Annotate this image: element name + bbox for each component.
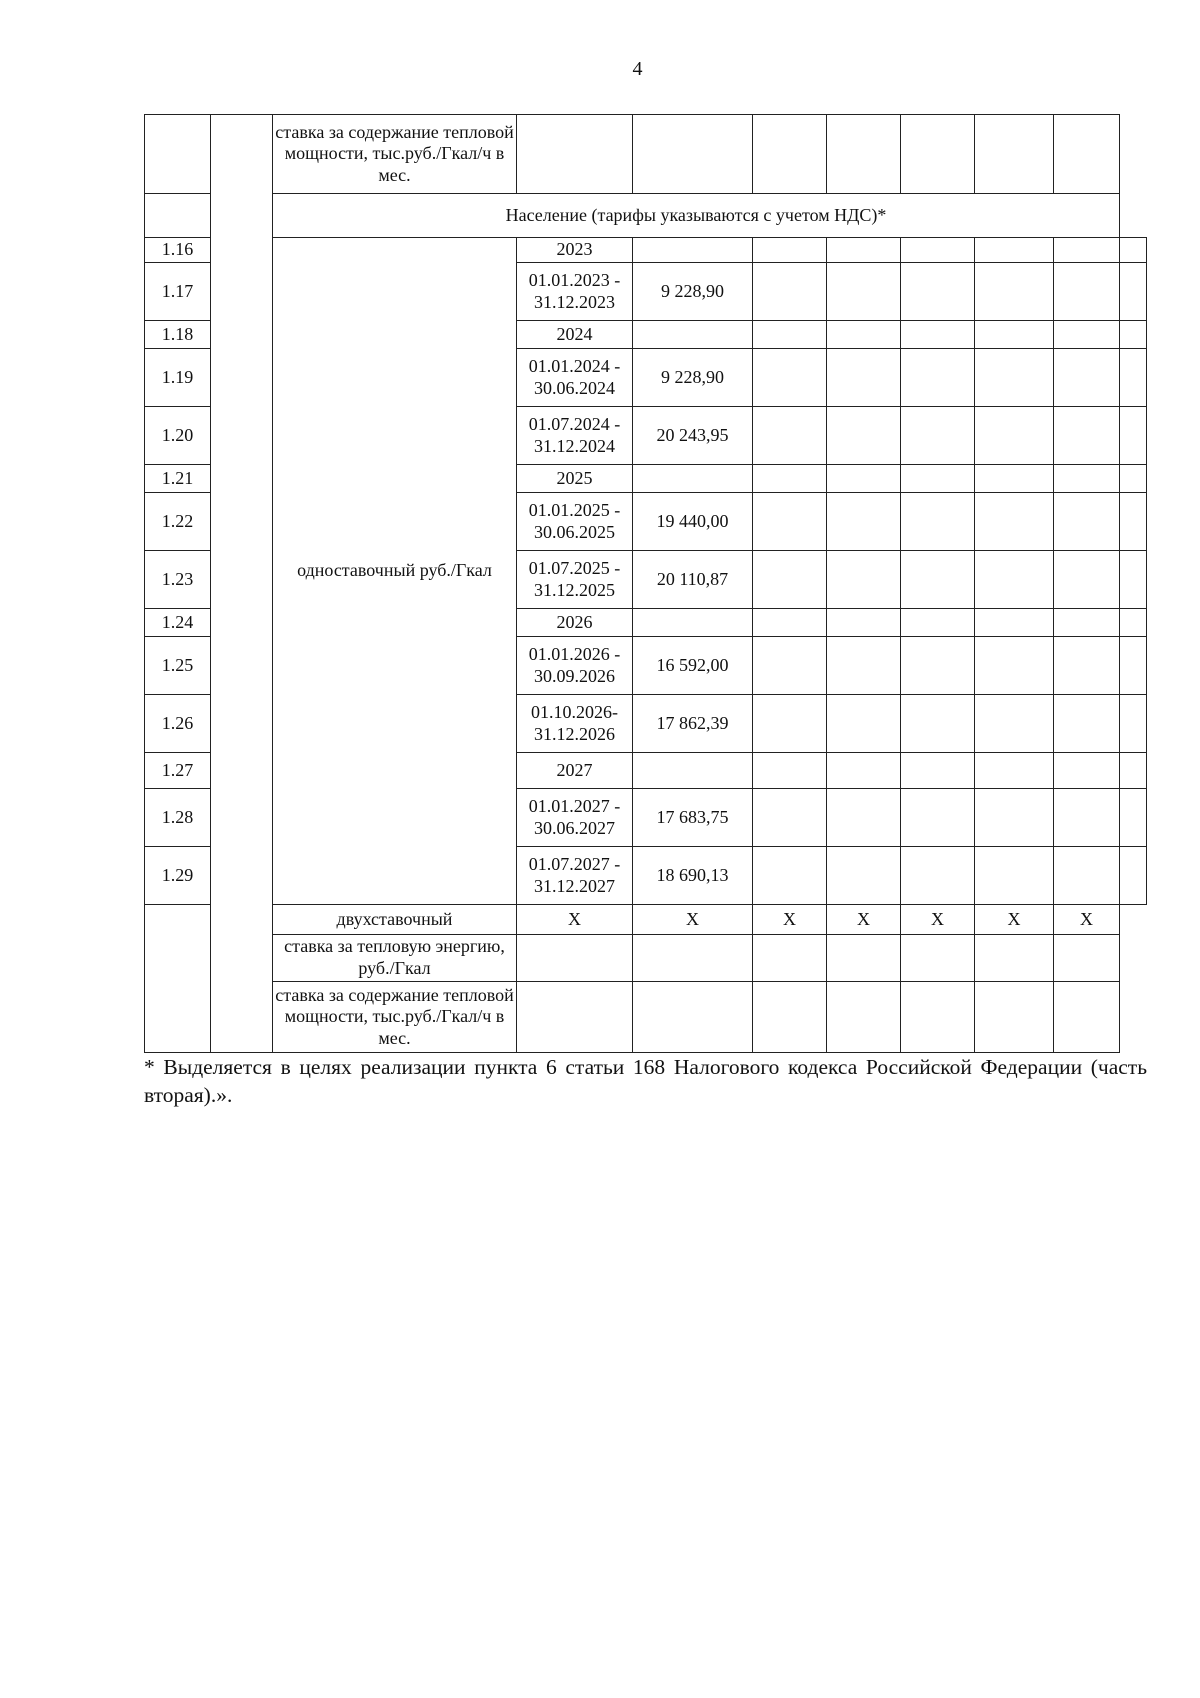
empty-cell <box>1120 637 1147 695</box>
empty-cell <box>901 637 975 695</box>
row-number: 1.28 <box>145 789 211 847</box>
empty-cell <box>827 465 901 493</box>
empty-cell <box>827 493 901 551</box>
empty-cell <box>753 465 827 493</box>
empty-cell <box>901 695 975 753</box>
empty-cell <box>753 263 827 321</box>
row-label-cell: ставка за содержание тепловой мощности, тыс.руб./Гкал/ч в мес. <box>273 115 517 194</box>
empty-cell <box>1120 789 1147 847</box>
period-cell: 01.07.2024 - 31.12.2024 <box>517 407 633 465</box>
row-number: 1.21 <box>145 465 211 493</box>
tariff-value <box>633 609 753 637</box>
empty-cell <box>1120 753 1147 789</box>
row-number: 1.16 <box>145 238 211 263</box>
period-cell: 01.01.2024 - 30.06.2024 <box>517 349 633 407</box>
empty-cell <box>827 407 901 465</box>
empty-cell <box>1120 493 1147 551</box>
empty-cell <box>827 609 901 637</box>
empty-cell <box>901 847 975 905</box>
period-cell: 2024 <box>517 321 633 349</box>
x-mark: X <box>1054 905 1120 935</box>
row-label-cell: двухставочный <box>273 905 517 935</box>
empty-cell <box>1120 465 1147 493</box>
empty-cell <box>901 493 975 551</box>
tariff-value: 20 243,95 <box>633 407 753 465</box>
empty-cell <box>975 493 1054 551</box>
empty-cell <box>1054 349 1120 407</box>
empty-cell <box>1120 847 1147 905</box>
empty-cell <box>827 789 901 847</box>
empty-cell <box>1054 789 1120 847</box>
empty-cell <box>975 789 1054 847</box>
empty-cell <box>1120 407 1147 465</box>
table-row <box>145 115 1147 194</box>
row-number: 1.19 <box>145 349 211 407</box>
tariff-value: 20 110,87 <box>633 551 753 609</box>
empty-cell <box>975 753 1054 789</box>
empty-cell <box>753 609 827 637</box>
empty-cell <box>753 349 827 407</box>
empty-cell <box>827 753 901 789</box>
empty-cell <box>827 637 901 695</box>
table-row <box>145 194 1147 238</box>
x-mark: X <box>633 905 753 935</box>
empty-cell <box>1054 263 1120 321</box>
empty-cell <box>901 407 975 465</box>
x-mark: X <box>753 905 827 935</box>
period-cell: 01.01.2027 - 30.06.2027 <box>517 789 633 847</box>
empty-cell <box>901 753 975 789</box>
empty-cell <box>1120 263 1147 321</box>
empty-cell <box>753 789 827 847</box>
empty-cell <box>1054 465 1120 493</box>
empty-cell <box>1054 695 1120 753</box>
period-cell: 01.10.2026- 31.12.2026 <box>517 695 633 753</box>
empty-cell <box>1054 609 1120 637</box>
empty-cell <box>901 263 975 321</box>
empty-cell <box>827 551 901 609</box>
empty-cell <box>1054 407 1120 465</box>
empty-cell <box>1054 493 1120 551</box>
period-cell: 01.01.2023 - 31.12.2023 <box>517 263 633 321</box>
row-number: 1.27 <box>145 753 211 789</box>
row-number: 1.17 <box>145 263 211 321</box>
row-number: 1.22 <box>145 493 211 551</box>
period-cell: 01.07.2027 - 31.12.2027 <box>517 847 633 905</box>
tariff-value <box>633 321 753 349</box>
period-cell: 2026 <box>517 609 633 637</box>
tariff-value: 19 440,00 <box>633 493 753 551</box>
empty-cell <box>975 847 1054 905</box>
empty-cell <box>975 637 1054 695</box>
empty-cell <box>1054 637 1120 695</box>
empty-cell <box>901 321 975 349</box>
row-number: 1.26 <box>145 695 211 753</box>
empty-cell <box>753 551 827 609</box>
empty-cell <box>827 349 901 407</box>
row-number: 1.24 <box>145 609 211 637</box>
row-number: 1.23 <box>145 551 211 609</box>
row-label-cell: ставка за содержание тепловой мощности, тыс.руб./Гкал/ч в мес. <box>273 982 517 1053</box>
empty-cell <box>753 238 827 263</box>
tariff-value: 17 683,75 <box>633 789 753 847</box>
row-number: 1.29 <box>145 847 211 905</box>
period-cell: 2027 <box>517 753 633 789</box>
empty-cell <box>827 263 901 321</box>
empty-cell <box>901 349 975 407</box>
empty-cell <box>1054 238 1120 263</box>
table-row <box>145 982 1147 1053</box>
x-mark: X <box>975 905 1054 935</box>
empty-cell <box>827 321 901 349</box>
period-cell: 01.07.2025 - 31.12.2025 <box>517 551 633 609</box>
tariff-value: 18 690,13 <box>633 847 753 905</box>
tariff-table <box>144 114 1147 1053</box>
row-label-cell: ставка за тепловую энергию, руб./Гкал <box>273 935 517 982</box>
empty-cell <box>1120 609 1147 637</box>
empty-cell <box>975 321 1054 349</box>
empty-cell <box>901 609 975 637</box>
row-number-cell <box>145 194 211 238</box>
empty-cell <box>1054 551 1120 609</box>
section-header: Население (тарифы указываются с учетом НДС)* <box>273 194 1120 238</box>
empty-cell <box>901 238 975 263</box>
table-row <box>145 238 1147 263</box>
empty-cell <box>753 321 827 349</box>
empty-cell <box>753 493 827 551</box>
tariff-value <box>633 465 753 493</box>
empty-cell <box>1120 238 1147 263</box>
tariff-value: 17 862,39 <box>633 695 753 753</box>
empty-cell <box>753 637 827 695</box>
x-mark: X <box>517 905 633 935</box>
empty-cell <box>753 753 827 789</box>
empty-cell <box>1054 753 1120 789</box>
x-mark: X <box>901 905 975 935</box>
row-number-cell <box>145 905 211 1053</box>
empty-cell <box>827 847 901 905</box>
row-number: 1.18 <box>145 321 211 349</box>
empty-cell <box>827 238 901 263</box>
empty-cell <box>975 609 1054 637</box>
tariff-value: 9 228,90 <box>633 349 753 407</box>
empty-cell <box>975 349 1054 407</box>
empty-cell <box>975 263 1054 321</box>
empty-cell <box>901 551 975 609</box>
empty-cell <box>1120 349 1147 407</box>
row-number: 1.20 <box>145 407 211 465</box>
table-row <box>145 935 1147 982</box>
row-number-cell <box>145 115 211 194</box>
empty-cell <box>1120 695 1147 753</box>
period-cell: 01.01.2025 - 30.06.2025 <box>517 493 633 551</box>
empty-cell <box>975 695 1054 753</box>
table-row <box>145 905 1147 935</box>
empty-cell <box>1054 321 1120 349</box>
empty-cell <box>1054 847 1120 905</box>
x-mark: X <box>827 905 901 935</box>
tariff-value: 9 228,90 <box>633 263 753 321</box>
tariff-value <box>633 753 753 789</box>
single-rate-label: одноставочный руб./Гкал <box>273 238 517 905</box>
tariff-value: 16 592,00 <box>633 637 753 695</box>
empty-cell <box>975 238 1054 263</box>
tariff-table-body <box>145 115 1147 1053</box>
empty-cell <box>753 407 827 465</box>
period-cell: 01.01.2026 - 30.09.2026 <box>517 637 633 695</box>
empty-cell <box>753 847 827 905</box>
page-number: 4 <box>632 58 643 80</box>
period-cell: 2023 <box>517 238 633 263</box>
footnote: * Выделяется в целях реализации пункта 6 статьи 168 Налогового кодекса Российской Федерации (часть вторая).». <box>144 1055 1147 1107</box>
empty-cell <box>975 407 1054 465</box>
empty-cell <box>901 465 975 493</box>
empty-cell <box>901 789 975 847</box>
group-column-cell <box>211 115 273 1053</box>
empty-cell <box>1120 551 1147 609</box>
empty-cell <box>975 465 1054 493</box>
empty-cell <box>753 695 827 753</box>
tariff-value <box>633 238 753 263</box>
empty-cell <box>827 695 901 753</box>
empty-cell <box>1120 321 1147 349</box>
empty-cell <box>975 551 1054 609</box>
period-cell: 2025 <box>517 465 633 493</box>
row-number: 1.25 <box>145 637 211 695</box>
